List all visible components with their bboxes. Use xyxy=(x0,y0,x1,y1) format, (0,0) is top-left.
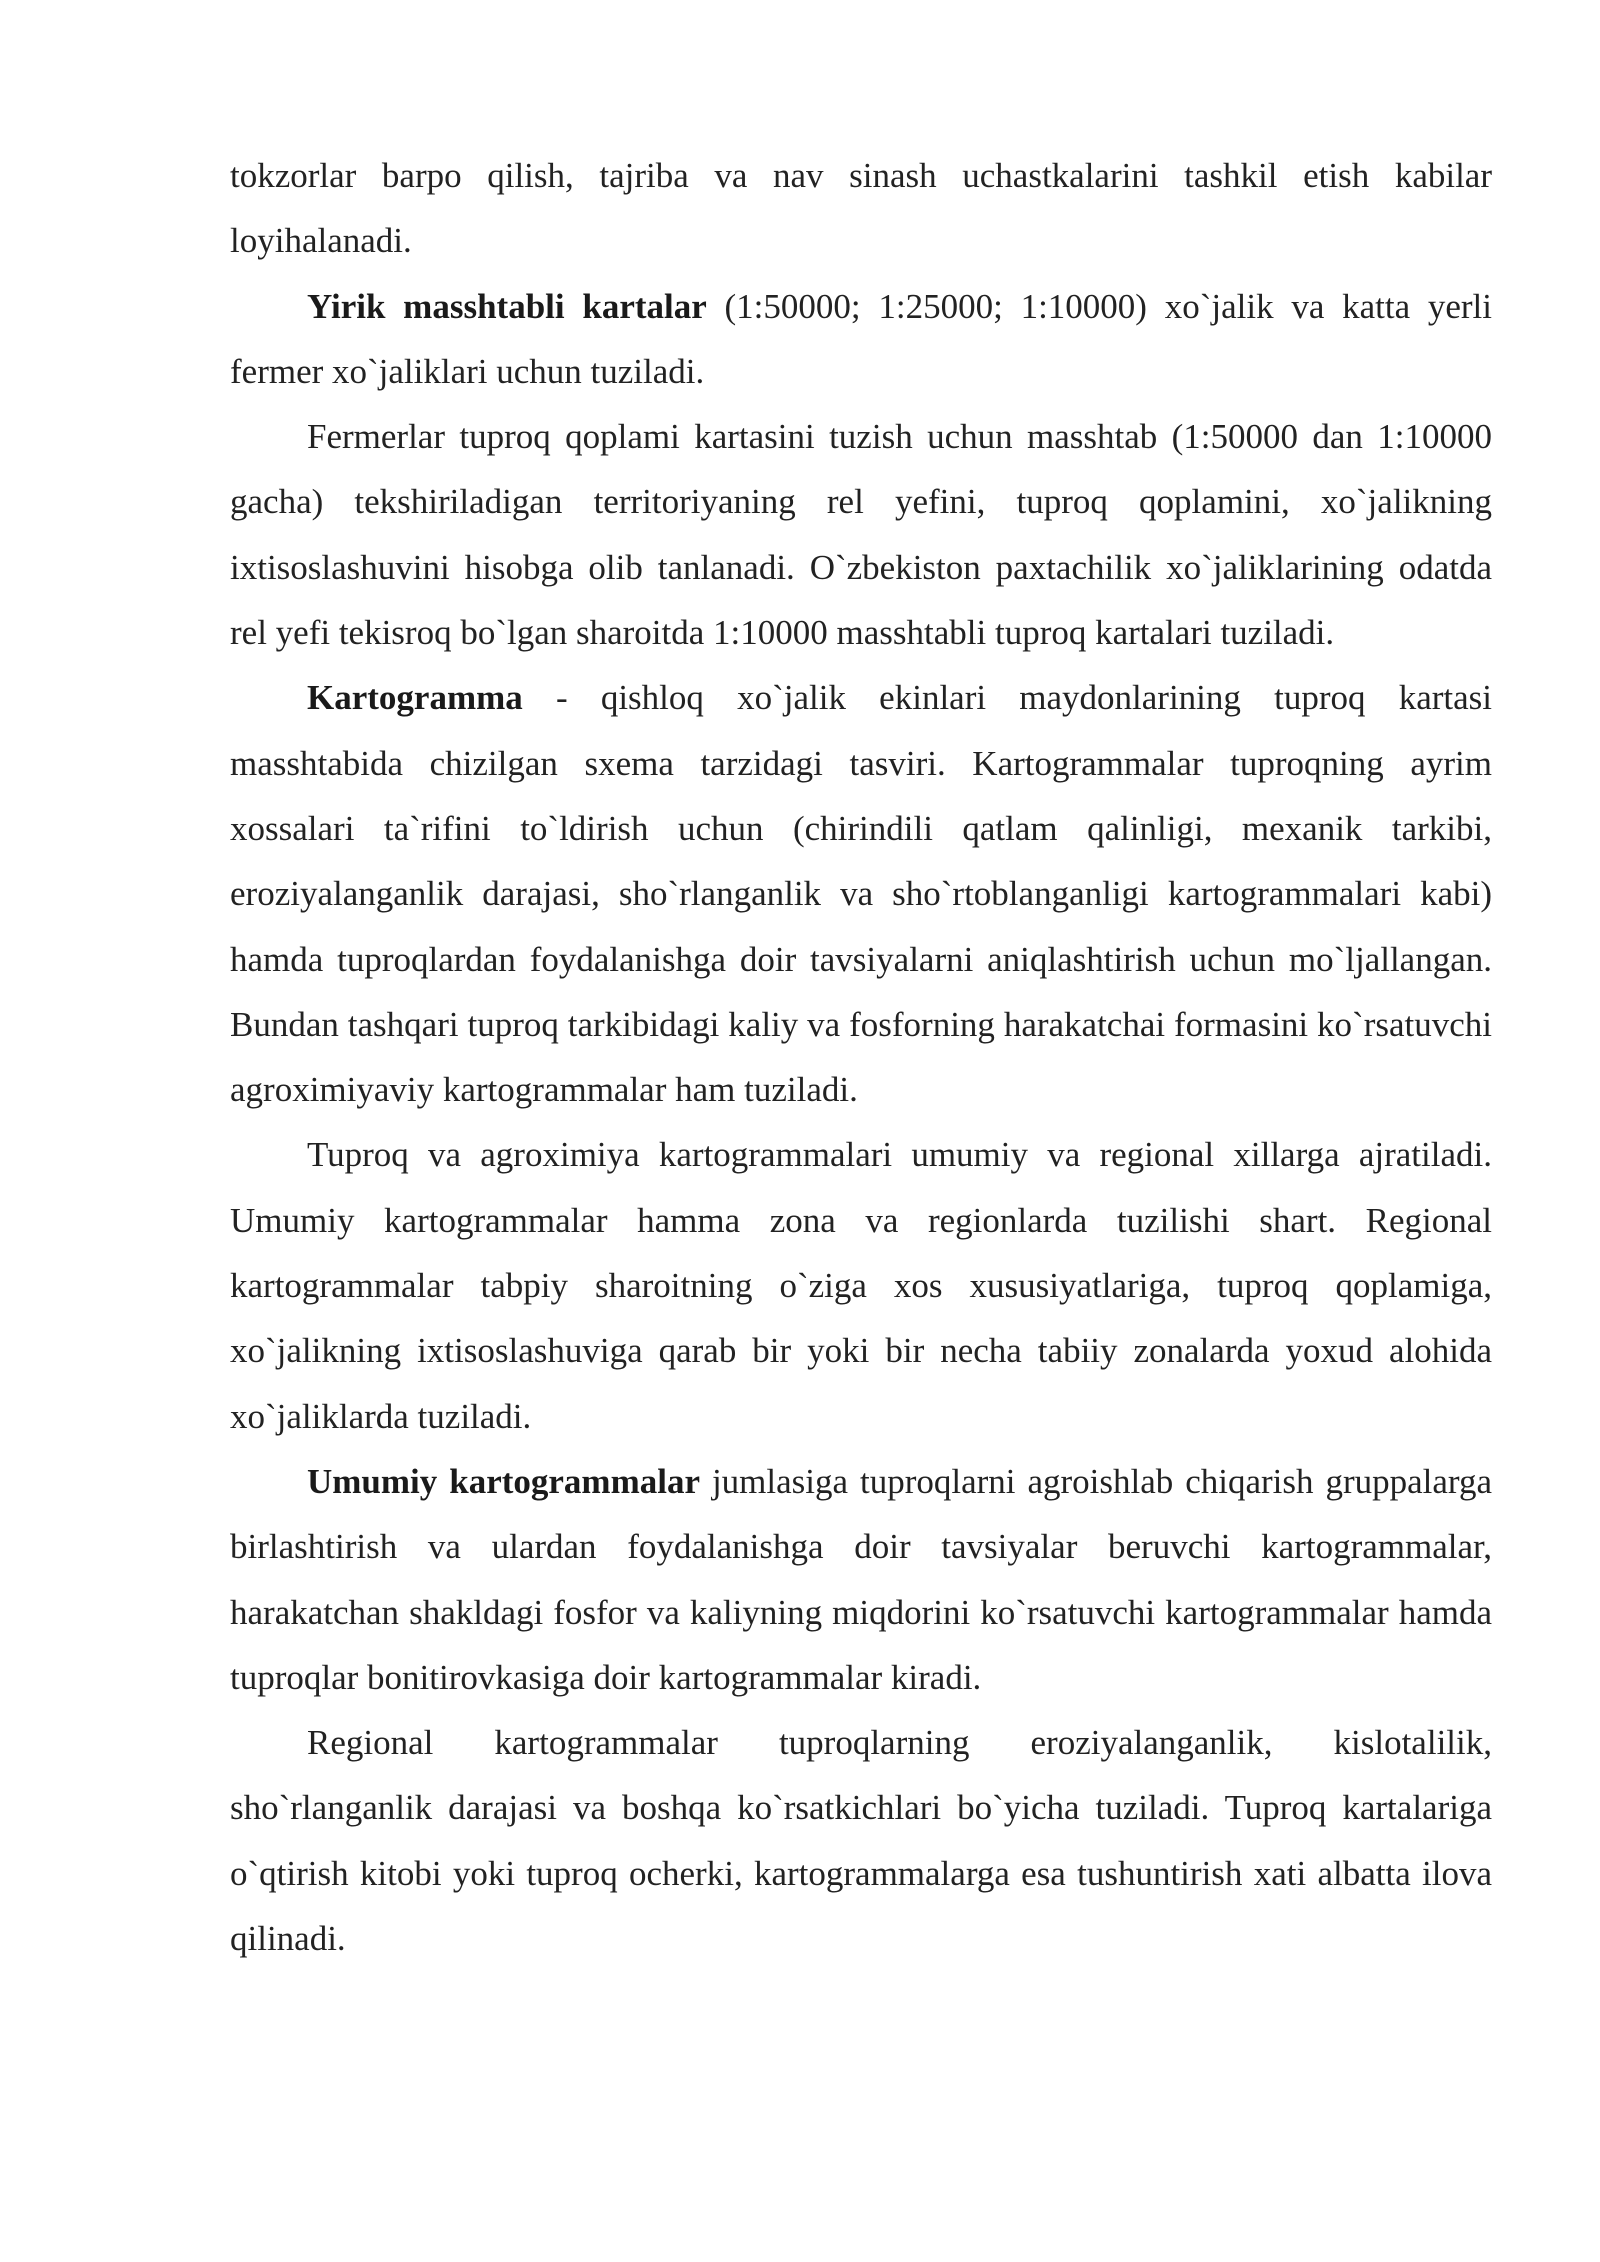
paragraph-6 xyxy=(230,1449,1492,1710)
paragraph-text: (1:50000; 1:25000; 1:10000) xo`jalik va katta yerli fermer xo`jaliklari uchun tuziladi. xyxy=(230,286,1493,391)
bold-term-umumiy-kartogrammalar: Umumiy kartogrammalar xyxy=(307,1461,700,1501)
paragraph-4 xyxy=(230,665,1492,1122)
paragraph-1 xyxy=(230,143,1492,274)
paragraph-text: jumlasiga tuproqlarni agroishlab chiqarish gruppalarga birlashtirish va ulardan foydalanishga doir tavsiyalar beruvchi kartogrammalar, harakatchan shakldagi fosfor va kaliyning miqdorini ko`rsatuvchi kartogrammalar hamda tuproqlar bonitirovkasiga doir kartogrammalar kiradi. xyxy=(230,1461,1492,1697)
paragraph-3 xyxy=(230,404,1492,665)
paragraph-5 xyxy=(230,1122,1492,1448)
document-body xyxy=(230,143,1492,1971)
paragraph-text: Fermerlar tuproq qoplami kartasini tuzish uchun masshtab (1:50000 dan 1:10000 gacha) tekshiriladigan territoriyaning rel yefini, tuproq qoplamini, xo`jalikning ixtisoslashuvini hisobga olib tanlanadi. O`zbekiston paxtachilik xo`jaliklarining odatda rel yefi tekisroq bo`lgan sharoitda 1:10000 masshtabli tuproq kartalari tuziladi. xyxy=(230,417,1492,653)
paragraph-2 xyxy=(230,274,1492,405)
paragraph-text: - qishloq xo`jalik ekinlari maydonlarining tuproq kartasi masshtabida chizilgan sxema tarzidagi tasviri. Kartogrammalar tuproqning ayrim xossalari ta`rifini to`ldirish uchun (chirindili qatlam qalinligi, mexanik tarkibi, eroziyalanganlik darajasi, sho`rlanganlik va sho`rtoblanganligi kartogrammalari kabi) hamda tuproqlardan foydalanishga doir tavsiyalarni aniqlashtirish uchun mo`ljallangan. Bundan tashqari tuproq tarkibidagi kaliy va fosforning harakatchai formasini ko`rsatuvchi agroximiyaviy kartogrammalar ham tuziladi. xyxy=(230,678,1492,1110)
bold-term-yirik-masshtabli-kartalar: Yirik masshtabli kartalar xyxy=(307,286,707,326)
paragraph-7 xyxy=(230,1710,1492,1971)
paragraph-text: tokzorlar barpo qilish, tajriba va nav sinash uchastkalarini tashkil etish kabilar loyihalanadi. xyxy=(230,156,1492,261)
bold-term-kartogramma: Kartogramma xyxy=(307,678,523,718)
paragraph-text: Regional kartogrammalar tuproqlarning eroziyalanganlik, kislotalilik, sho`rlanganlik darajasi va boshqa ko`rsatkichlari bo`yicha tuziladi. Tuproq kartalariga o`qtirish kitobi yoki tuproq ocherki, kartogrammalarga esa tushuntirish xati albatta ilova qilinadi. xyxy=(230,1723,1492,1959)
paragraph-text: Tuproq va agroximiya kartogrammalari umumiy va regional xillarga ajratiladi. Umumiy kartogrammalar hamma zona va regionlarda tuzilishi shart. Regional kartogrammalar tabpiy sharoitning o`ziga xos xususiyatlariga, tuproq qoplamiga, xo`jalikning ixtisoslashuviga qarab bir yoki bir necha tabiiy zonalarda yoxud alohida xo`jaliklarda tuziladi. xyxy=(230,1135,1492,1436)
